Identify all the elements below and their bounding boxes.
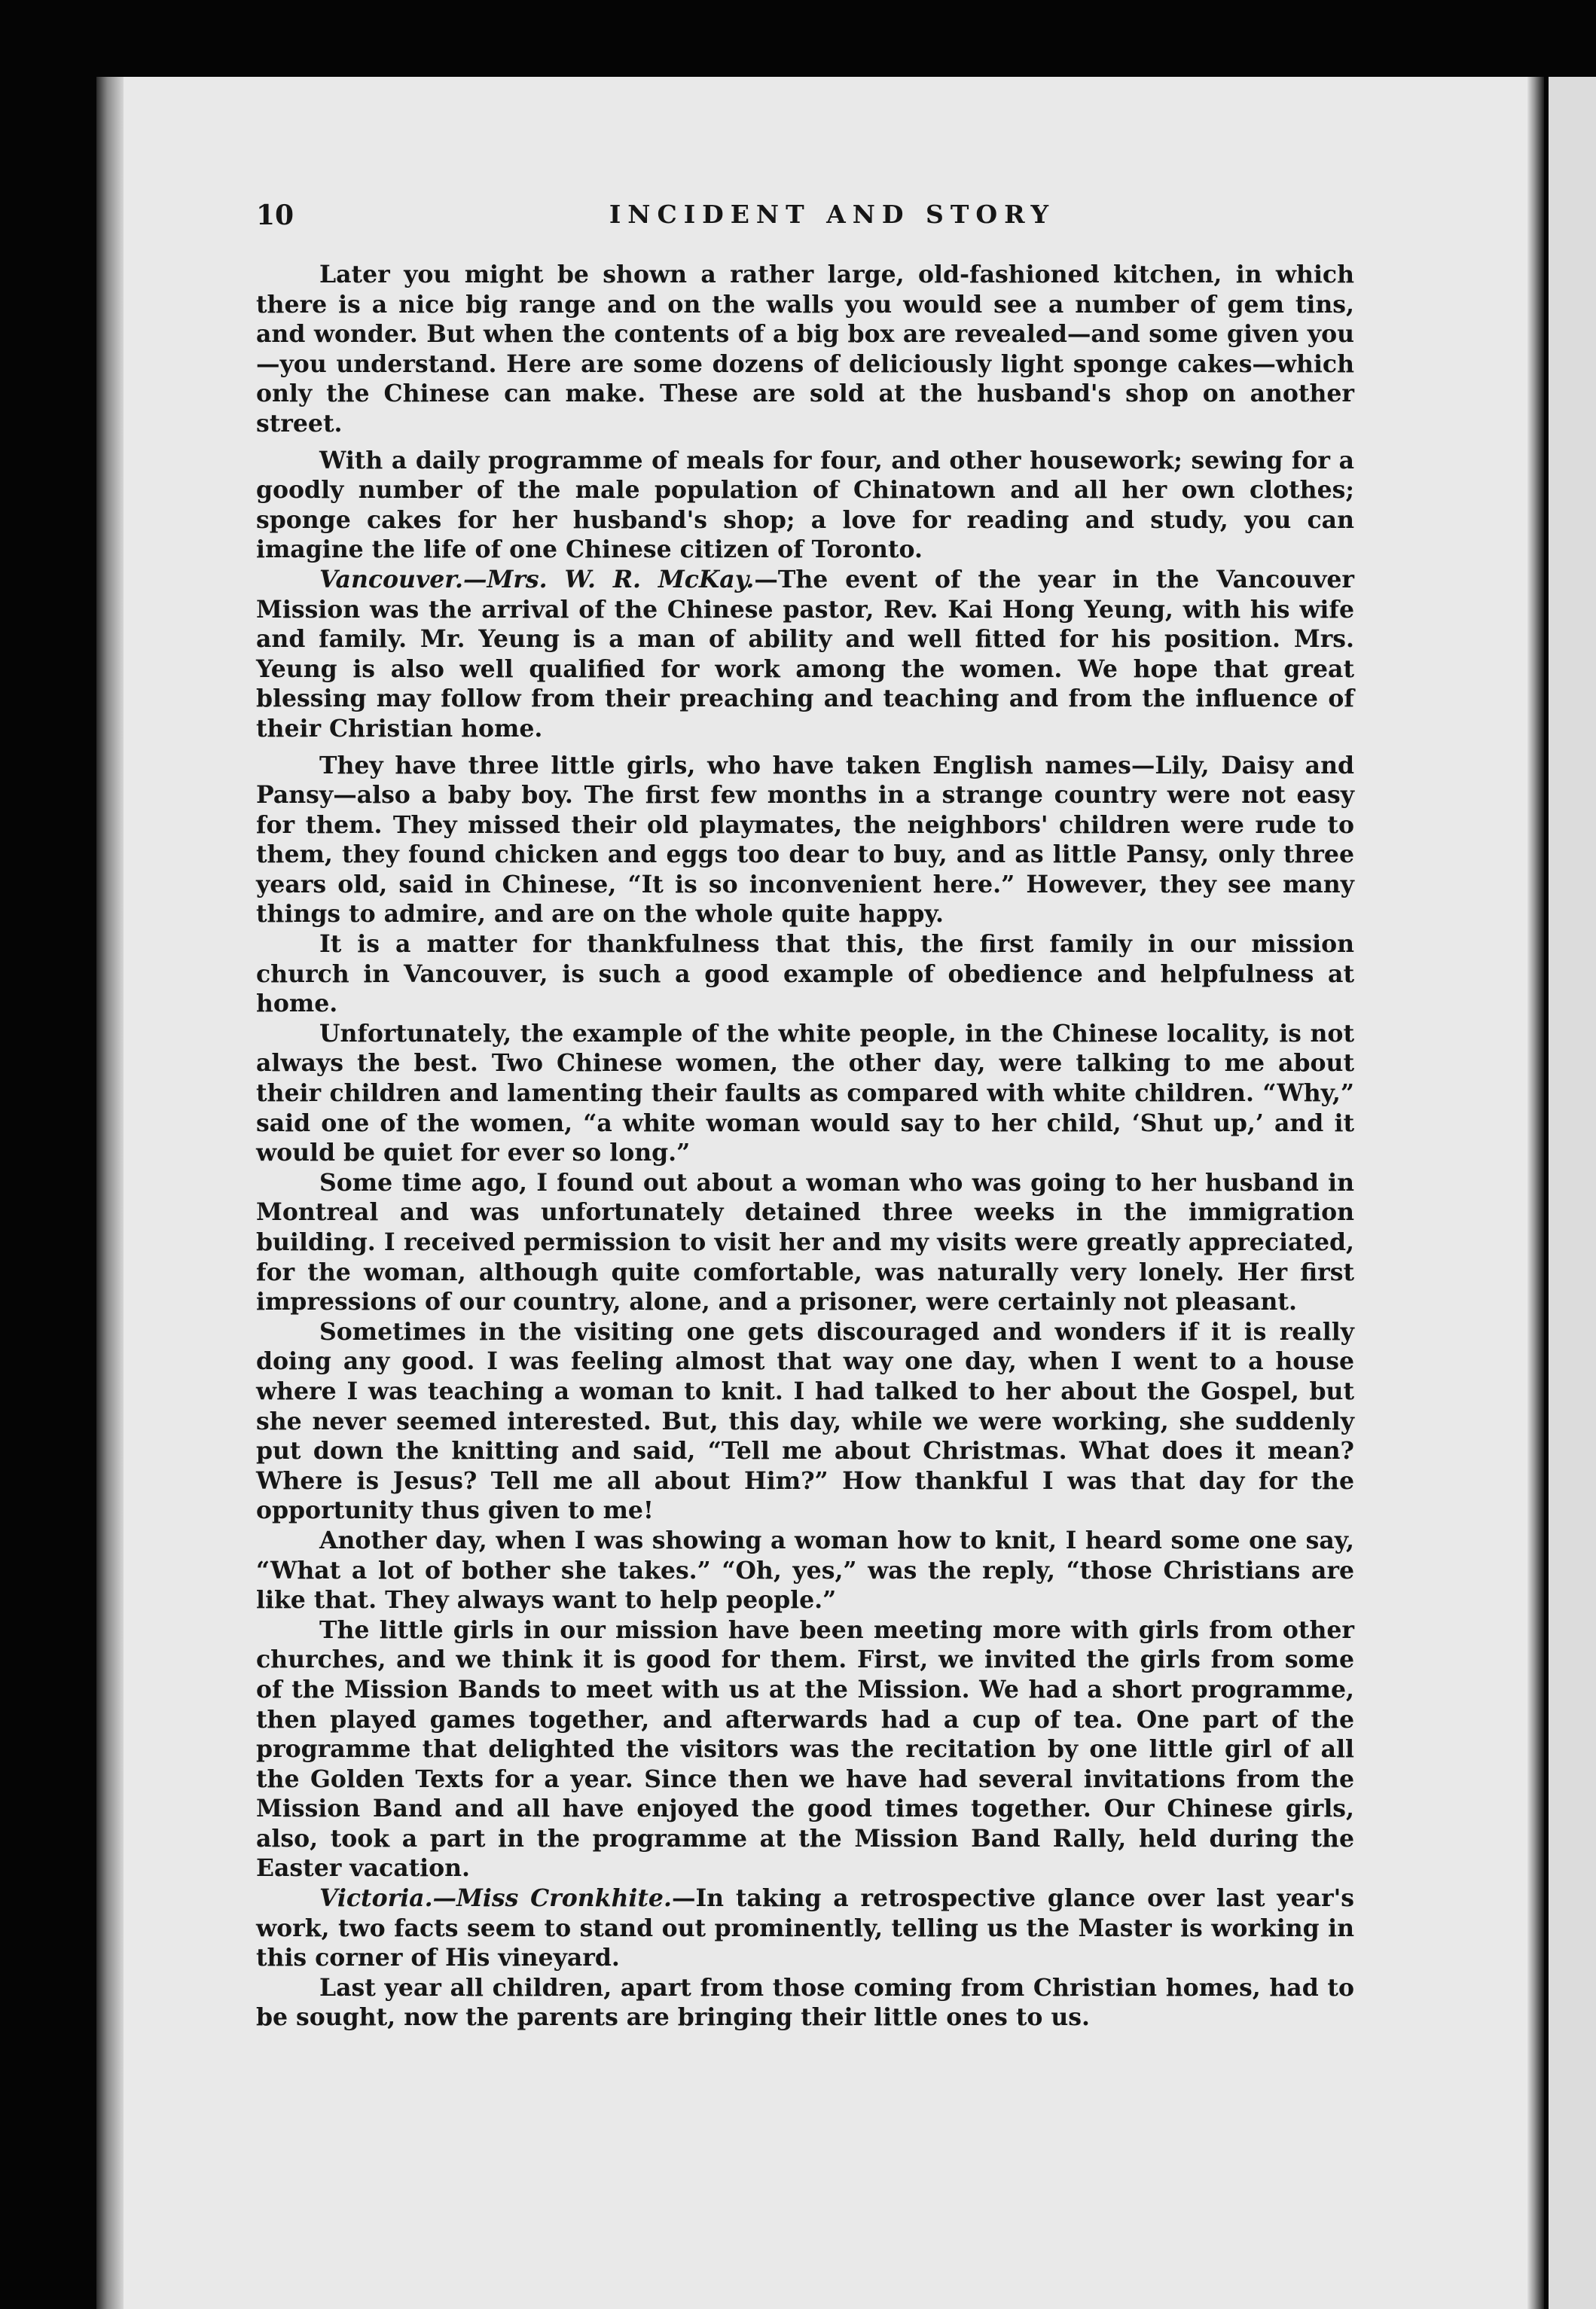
paragraph-last-year <box>256 1973 1354 2033</box>
page-number: 10 <box>256 200 294 231</box>
paragraph-vancouver <box>256 565 1354 744</box>
paragraph-knit <box>256 1526 1354 1615</box>
paragraph-text: —The event of the year in the Vancouver Mission was the arrival of the Chinese pastor, Rev. Kai Hong Yeung, with his wife and family. Mr. Yeung is a man of ability and well fitted for his position. Mrs. Yeung is also well qualified for work among the women. We hope that great blessing may follow from their preaching and teaching and from the influence of their Christian home. <box>256 565 1355 743</box>
page-binding-shadow <box>96 77 124 2309</box>
paragraph-montreal <box>256 1168 1354 1317</box>
paragraph-programme <box>256 446 1354 565</box>
paragraph-text: With a daily programme of meals for four, and other housework; sewing for a goodly number of the male population of Chinatown and all her own clothes; sponge cakes for her husband's shop; a love for reading and study, you can imagine the life of one Chinese citizen of Toronto. <box>256 446 1354 564</box>
section-lead-vancouver: Vancouver.—Mrs. W. R. McKay. <box>319 565 755 593</box>
paragraph-text: Unfortunately, the example of the white people, in the Chinese locality, is not always the best. Two Chinese women, the other day, were talking to me about their children and lamenting their faults as compared with white children. “Why,” said one of the women, “a white woman would say to her child, ‘Shut up,’ and it would be quiet for ever so long.” <box>256 1019 1354 1167</box>
paragraph-text: They have three little girls, who have taken English names—Lily, Daisy and Pansy—also a baby boy. The first few months in a strange country were not easy for them. They missed their old playmates, the neighbors' children were rude to them, they found chicken and eggs too dear to buy, and as little Pansy, only three years old, said in Chinese, “It is so inconvenient here.” However, they see many things to admire, and are on the whole quite happy. <box>256 751 1354 929</box>
paragraph-white-people <box>256 1019 1354 1168</box>
paragraph-text: Later you might be shown a rather large, old-fashioned kitchen, in which there is a nice big range and on the walls you would see a number of gem tins, and wonder. But when the contents of a big box are revealed—and some given you—you understand. Here are some dozens of deliciously light sponge cakes—which only the Chinese can make. These are sold at the husband's shop on another street. <box>256 261 1354 438</box>
paragraph-visiting <box>256 1317 1354 1526</box>
paragraph-text: The little girls in our mission have been meeting more with girls from other churches, and we think it is good for them. First, we invited the girls from some of the Mission Bands to meet with us at the Mission. We had a short programme, then played games together, and afterwards had a cup of tea. One part of the programme that delighted the visitors was the recitation by one little girl of all the Golden Texts for a year. Since then we have had several invitations from the Mission Band and all have enjoyed the good times together. Our Chinese girls, also, took a part in the programme at the Mission Band Rally, held during the Easter vacation. <box>256 1615 1354 1883</box>
paragraph-text: Last year all children, apart from those coming from Christian homes, had to be sought, now the parents are bringing their little ones to us. <box>256 1973 1354 2032</box>
paragraph-text: Sometimes in the visiting one gets discouraged and wonders if it is really doing any good. I was feeling almost that way one day, when I went to a house where I was teaching a woman to knit. I had talked to her about the Gospel, but she never seemed interested. But, this day, while we were working, she suddenly put down the knitting and said, “Tell me about Christmas. What does it mean? Where is Jesus? Tell me all about Him?” How thankful I was that day for the opportunity thus given to me! <box>256 1317 1354 1525</box>
paragraph-three-girls <box>256 751 1354 930</box>
article-body <box>256 260 1354 2033</box>
paragraph-text: Another day, when I was showing a woman how to knit, I heard some one say, “What a lot of bother she takes.” “Oh, yes,” was the reply, “those Christians are like that. They always want to help people.” <box>256 1526 1354 1615</box>
paragraph-mission-bands <box>256 1615 1354 1883</box>
paragraph-text: It is a matter for thankfulness that this, the first family in our mission church in Vancouver, is such a good example of obedience and helpfulness at home. <box>256 930 1354 1018</box>
section-lead-victoria: Victoria.—Miss Cronkhite. <box>319 1884 672 1913</box>
running-title: INCIDENT AND STORY <box>609 200 1056 229</box>
page-header <box>256 200 1363 234</box>
paragraph-text: Some time ago, I found out about a woman who was going to her husband in Montreal and was unfortunately detained three weeks in the immigration building. I received permission to visit her and my visits were greatly appreciated, for the woman, although quite comfortable, was naturally very lonely. Her first impressions of our country, alone, and a prisoner, were certainly not pleasant. <box>256 1168 1354 1316</box>
paragraph-text: —In taking a retrospective glance over last year's work, two facts seem to stand out prominently, telling us the Master is working in this corner of His vineyard. <box>256 1884 1354 1972</box>
paragraph-kitchen <box>256 260 1354 439</box>
paragraph-victoria <box>256 1883 1354 1973</box>
page-edge-shadow <box>1527 77 1544 2309</box>
adjacent-page-edge <box>1549 77 1596 2309</box>
paragraph-thankfulness <box>256 929 1354 1019</box>
